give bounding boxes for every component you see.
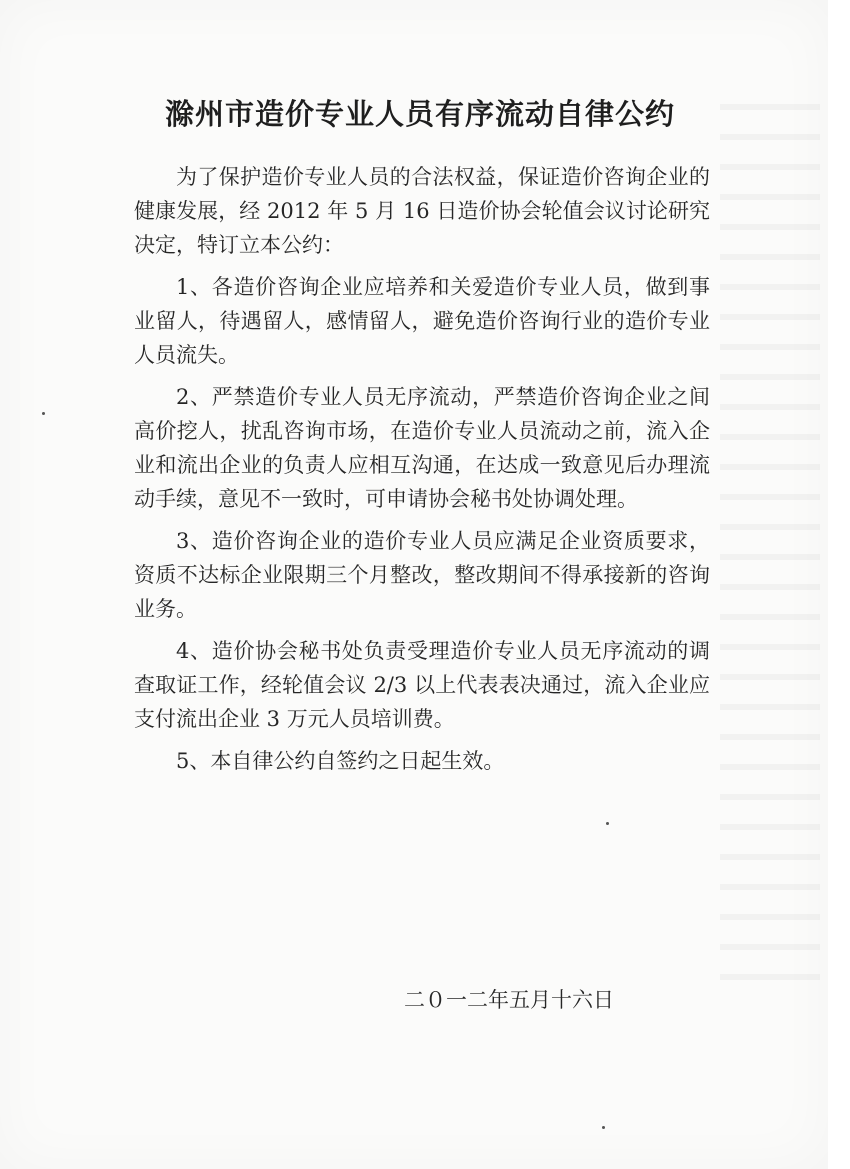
- scan-speck: [606, 822, 609, 825]
- scan-speck: [42, 412, 45, 415]
- clause-3: 3、造价咨询企业的造价专业人员应满足企业资质要求，资质不达标企业限期三个月整改，整改期间不得承接新的咨询业务。: [134, 529, 710, 621]
- clause-5: 5、本自律公约自签约之日起生效。: [176, 749, 505, 773]
- intro-paragraph: 为了保护造价专业人员的合法权益，保证造价咨询企业的健康发展，经 2012 年 5 月 16 日造价协会轮值会议讨论研究决定，特订立本公约：: [134, 165, 710, 257]
- clause-2: 2、严禁造价专业人员无序流动，严禁造价咨询企业之间高价挖人，扰乱咨询市场，在造价专业人员流动之前，流入企业和流出企业的负责人应相互沟通，在达成一致意见后办理流动手续，意见不一致时，可申请协会秘书处协调处理。: [134, 385, 710, 511]
- document-date: 二０一二年五月十六日: [404, 988, 614, 1012]
- scan-bleed-through: [720, 80, 820, 1000]
- page-margin: [828, 0, 850, 1169]
- scan-speck: [602, 1126, 605, 1129]
- clause-1: 1、各造价咨询企业应培养和关爱造价专业人员，做到事业留人，待遇留人，感情留人，避免造价咨询行业的造价专业人员流失。: [134, 275, 710, 367]
- document-title: 滁州市造价专业人员有序流动自律公约: [164, 97, 675, 131]
- clause-4: 4、造价协会秘书处负责受理造价专业人员无序流动的调查取证工作，经轮值会议 2/3 以上代表表决通过，流入企业应支付流出企业 3 万元人员培训费。: [134, 639, 710, 731]
- document-body: [134, 160, 710, 778]
